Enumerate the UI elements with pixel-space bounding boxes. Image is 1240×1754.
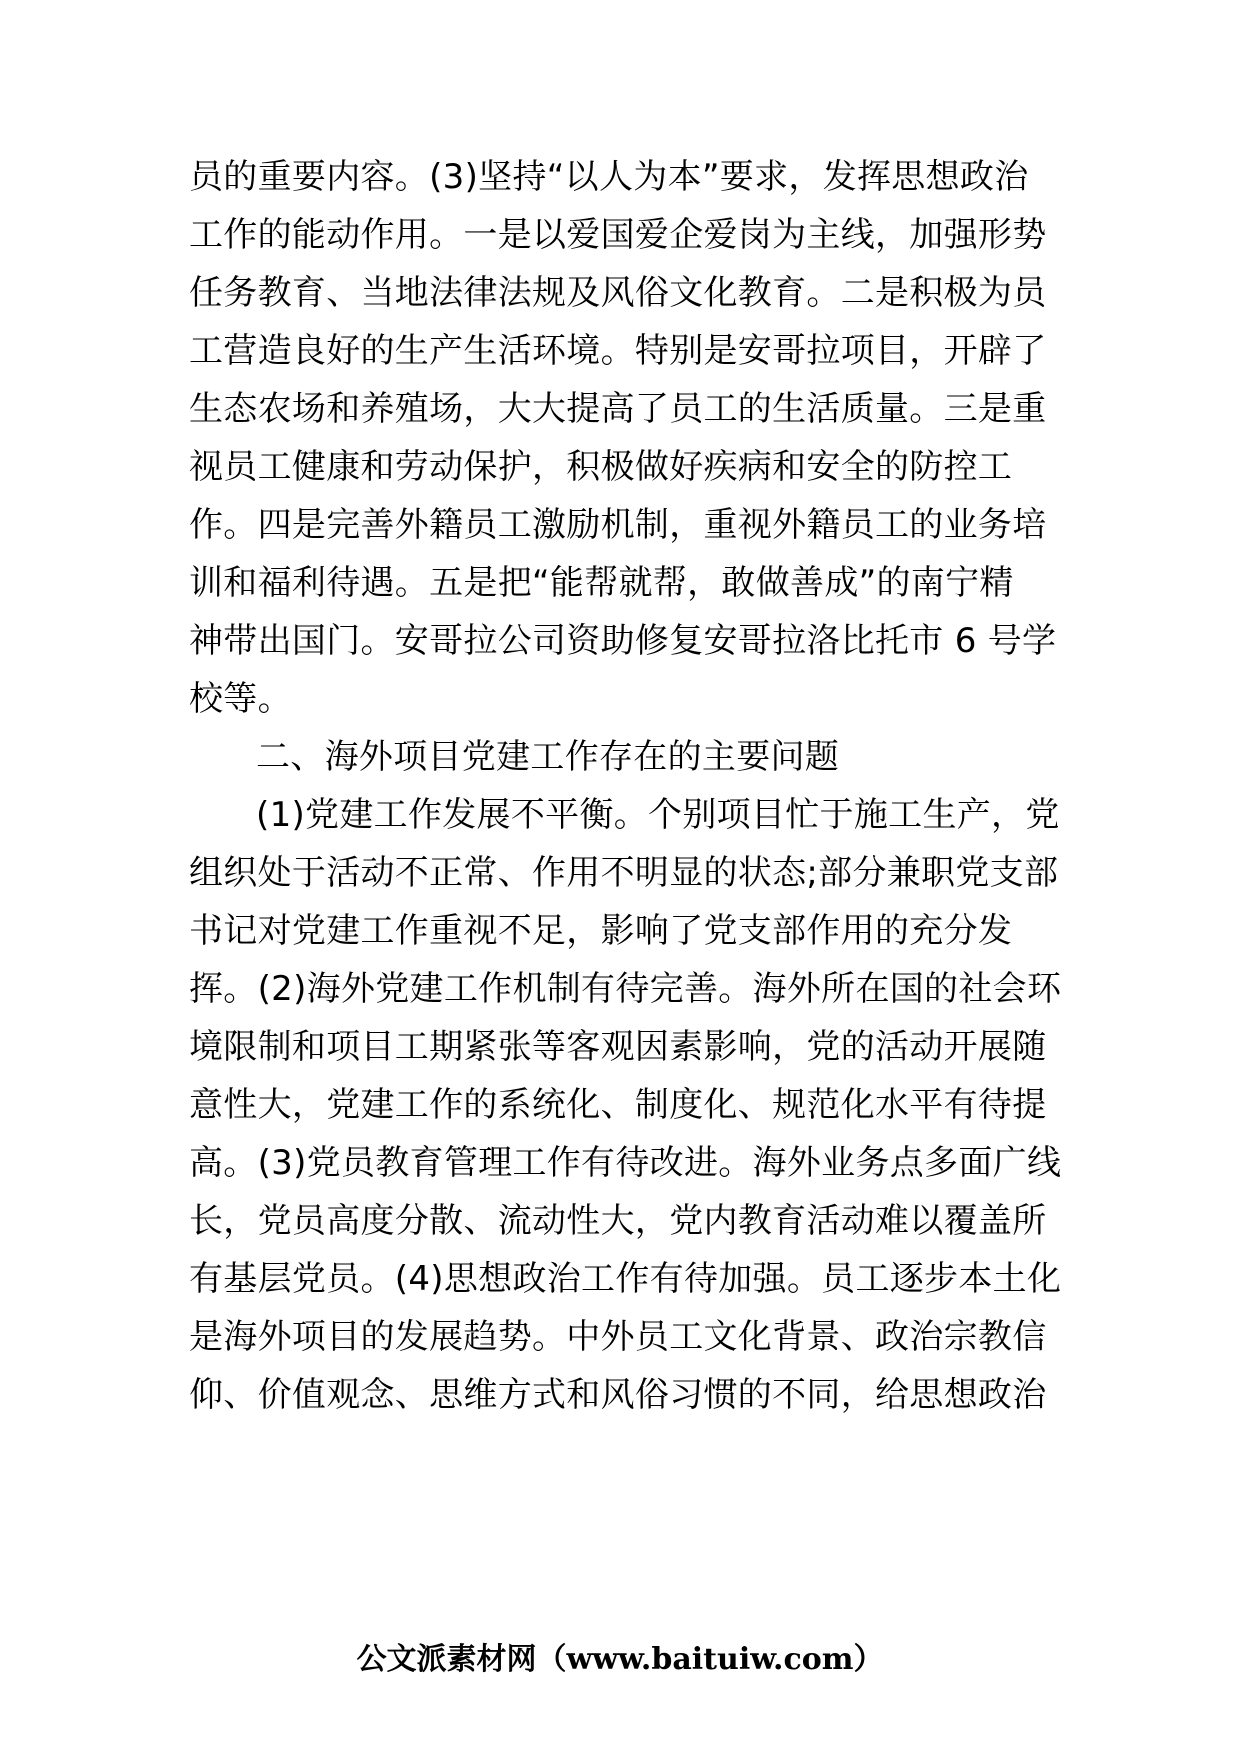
body-line: 作。四是完善外籍员工激励机制，重视外籍员工的业务培 — [189, 505, 1047, 545]
body-line: 有基层党员。(4)思想政治工作有待加强。员工逐步本土化 — [189, 1259, 1062, 1299]
body-line: 组织处于活动不正常、作用不明显的状态;部分兼职党支部 — [189, 853, 1059, 893]
body-line: 神带出国门。安哥拉公司资助修复安哥拉洛比托市 6 号学 — [189, 621, 1057, 661]
footer-source: 公文派素材网（www.baituiw.com） — [356, 1642, 884, 1677]
body-line: 是海外项目的发展趋势。中外员工文化背景、政治宗教信 — [189, 1317, 1047, 1357]
section-heading: 二、海外项目党建工作存在的主要问题 — [256, 737, 840, 777]
body-line: 训和福利待遇。五是把“能帮就帮，敢做善成”的南宁精 — [189, 563, 1014, 603]
body-line: 生态农场和养殖场，大大提高了员工的生活质量。三是重 — [189, 389, 1047, 429]
body-line: 境限制和项目工期紧张等客观因素影响，党的活动开展随 — [189, 1027, 1047, 1067]
body-line: 仰、价值观念、思维方式和风俗习惯的不同，给思想政治 — [189, 1375, 1047, 1415]
body-line: 意性大，党建工作的系统化、制度化、规范化水平有待提 — [189, 1085, 1047, 1125]
body-line: 员的重要内容。(3)坚持“以人为本”要求，发挥思想政治 — [189, 157, 1029, 197]
body-line: 工作的能动作用。一是以爱国爱企爱岗为主线，加强形势 — [189, 215, 1047, 255]
body-line: 书记对党建工作重视不足，影响了党支部作用的充分发 — [189, 911, 1013, 951]
body-line: 工营造良好的生产生活环境。特别是安哥拉项目，开辟了 — [189, 331, 1047, 371]
body-line: 长，党员高度分散、流动性大，党内教育活动难以覆盖所 — [189, 1201, 1047, 1241]
body-line: 挥。(2)海外党建工作机制有待完善。海外所在国的社会环 — [189, 969, 1062, 1009]
body-line: 任务教育、当地法律法规及风俗文化教育。二是积极为员 — [189, 273, 1047, 313]
body-line: 校等。 — [189, 679, 292, 719]
paragraph-first-line: (1)党建工作发展不平衡。个别项目忙于施工生产，党 — [256, 795, 1060, 835]
body-line: 高。(3)党员教育管理工作有待改进。海外业务点多面广线 — [189, 1143, 1062, 1183]
body-line: 视员工健康和劳动保护，积极做好疾病和安全的防控工 — [189, 447, 1013, 487]
